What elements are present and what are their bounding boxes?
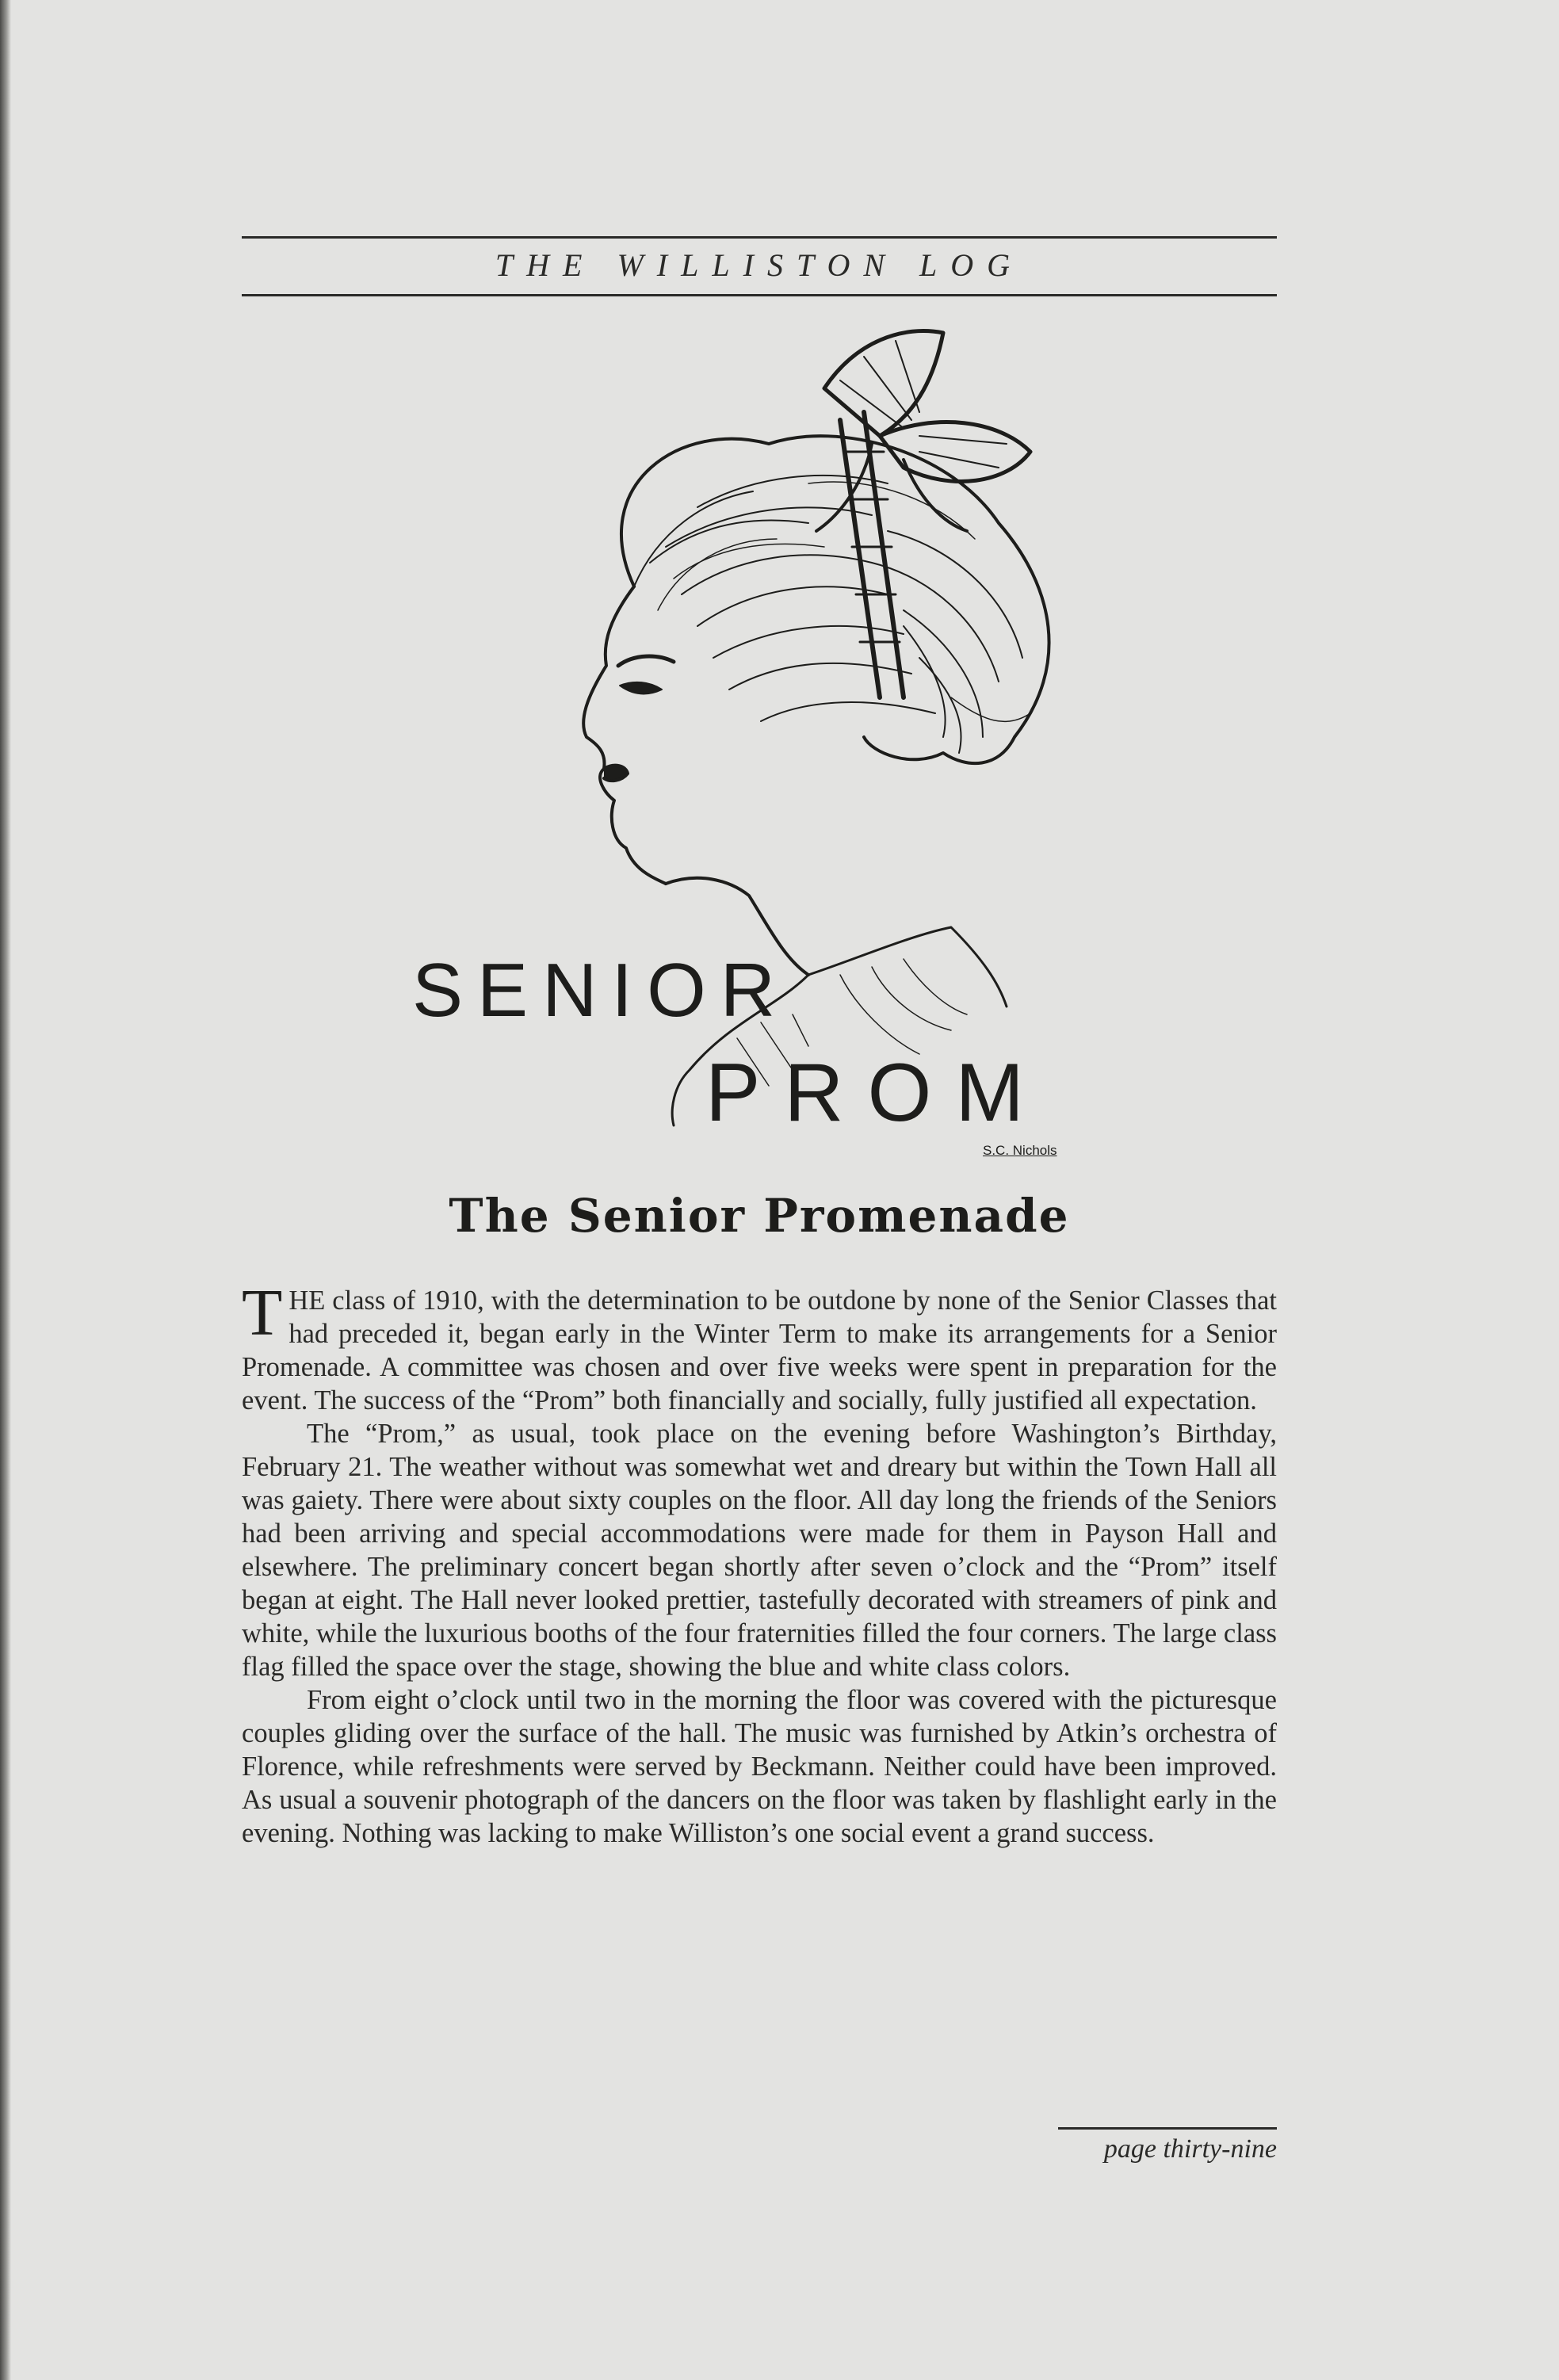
publication-title: THE WILLISTON LOG <box>495 247 1024 283</box>
running-header <box>242 236 1277 296</box>
drop-cap: T <box>242 1276 283 1350</box>
article-title: The Senior Promenade <box>449 1189 1070 1243</box>
senior-heading: SENIOR <box>412 948 790 1033</box>
paragraph-3: From eight o’clock until two in the morning the floor was covered with the picturesque couples gliding over the surface of the hall. The music was furnished by Atkin’s orchestra of Florence, while refreshments were served by Beckmann. Neither could have been improved. As usual a souvenir photograph of the dancers on the floor was taken by flashlight early in the evening. Nothing was lacking to make Williston’s one social event a grand success. <box>242 1685 1277 1848</box>
artist-signature: S.C. Nichols <box>983 1143 1057 1158</box>
paragraph-1 <box>242 1276 1277 1417</box>
paragraph-1-text: HE class of 1910, with the determination to be outdone by none of the Senior Classes that had preceded it, began early in the Winter Term to make its arrangements for a Senior Promenade. A committee was chosen and over five weeks were spent in preparation for the event. The success of the “Prom” both financially and socially, fully justified all expectation. <box>242 1286 1277 1415</box>
prom-heading: PROM <box>705 1047 1048 1139</box>
paragraph-2: The “Prom,” as usual, took place on the evening before Washington’s Birthday, February 21. The weather without was somewhat wet and dreary but within the Town Hall all was gaiety. There were about sixty couples on the floor. All day long the friends of the Seniors had been arriving and special accommodations were made for them in Payson Hall and elsewhere. The preliminary concert began shortly after seven o’clock and the “Prom” itself began at eight. The Hall never looked prettier, tastefully decorated with streamers of pink and white, while the luxurious booths of the four fraternities filled the four corners. The large class flag filled the space over the stage, showing the blue and white class colors. <box>242 1419 1277 1682</box>
page-number: page thirty-nine <box>1103 2134 1277 2164</box>
footer-rule <box>1058 2127 1277 2130</box>
article-body <box>242 1276 1277 1850</box>
page-binding-edge <box>0 0 11 2380</box>
